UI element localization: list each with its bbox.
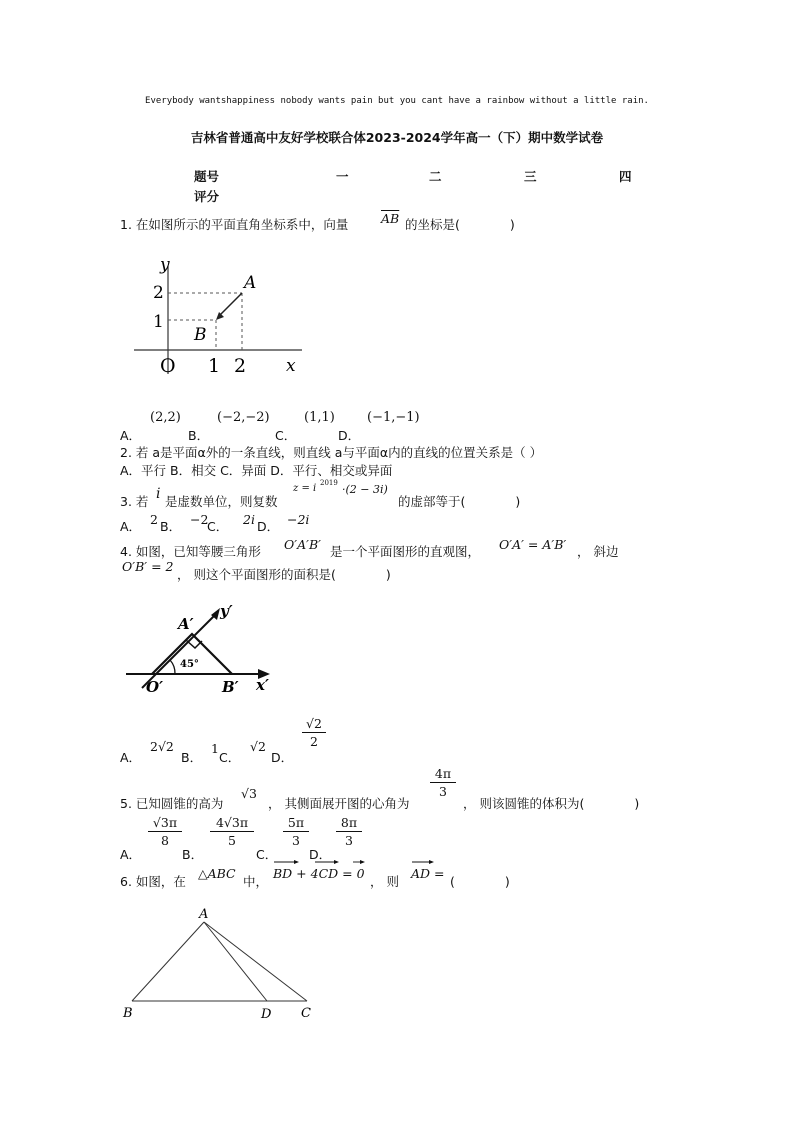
q4-fig-b: B′ (222, 678, 239, 696)
q4-option-a-value: 2√2 (150, 739, 174, 754)
q5-option-c-label: C． (256, 847, 278, 862)
q4-option-d-den: 2 (310, 734, 318, 749)
q4-fig-angle: 45° (180, 659, 199, 670)
q5-option-c-den: 3 (292, 833, 300, 848)
q1-vector: $\overline{AB}$ (381, 211, 400, 226)
q5-option-d-den: 3 (345, 833, 353, 848)
q3-exponent: 2019 (320, 479, 338, 487)
q1-stem-pre: 1. 在如图所示的平面直角坐标系中，向量 (120, 217, 349, 232)
q6-fig-a: A (199, 907, 209, 922)
q4-eq: O′A′ = A′B′ (499, 537, 567, 552)
q4-eq2: O′B′ = 2 (122, 559, 174, 574)
q5-angle-fraction (430, 766, 456, 799)
q5-option-d-fraction (336, 815, 362, 848)
q5-option-a-den: 8 (161, 833, 169, 848)
q6-stem-pre: 6. 如图，在 (120, 874, 186, 889)
q4-triangle: O′A′B′ (284, 537, 321, 552)
q1-fig-origin: O (160, 355, 176, 377)
q4-fig-o: O′ (146, 678, 164, 696)
q6-fig-d: D (261, 1007, 272, 1022)
q6-segment-ad (204, 922, 267, 1001)
q4-option-d-fraction (302, 716, 326, 749)
q1-fig-x: x (286, 356, 296, 376)
q4-option-c-value: √2 (250, 739, 266, 754)
q6-eq: BD + 4CD = 0 (273, 866, 365, 881)
q4-stem-end: ， 斜边 (577, 544, 619, 559)
score-col-1: 一 (336, 169, 349, 184)
q1-stem-post: 的坐标是( ) (405, 217, 515, 232)
q4-stem-pre: 4. 如图，已知等腰三角形 (120, 544, 261, 559)
q1-option-c-value: (1,1) (304, 410, 335, 425)
q6-eq-vector-arrows (273, 858, 369, 868)
q3-option-a-value: 2 (150, 512, 158, 527)
q4-option-a-label: A． (120, 750, 142, 765)
q5-option-c-fraction (283, 815, 309, 848)
q1-fig-tick-y1: 1 (153, 312, 164, 332)
page-title: 吉林省普通高中友好学校联合体2023-2024学年高一（下）期中数学试卷 (190, 130, 604, 145)
q3-option-b-label: B． (160, 519, 182, 534)
q1-fig-b: B (194, 325, 207, 345)
q1-option-a-label: A． (120, 428, 142, 443)
q1-option-c-label: C． (275, 428, 297, 443)
q4-stem-mid: 是一个平面图形的直观图， (330, 544, 481, 559)
q1-option-d-value: (−1,−1) (367, 410, 420, 425)
q4-option-d-num: √2 (306, 716, 322, 731)
q1-option-b-label: B． (188, 428, 210, 443)
score-col-2: 二 (429, 169, 442, 184)
q5-angle-den: 3 (439, 784, 447, 799)
q5-stem-mid: ， 其侧面展开图的心角为 (268, 796, 410, 811)
q3-option-c-value: 2i (243, 512, 255, 527)
q6-side-ac (204, 922, 307, 1001)
q4-fig-a: A′ (178, 615, 194, 633)
q6-triangle: △ABC (198, 866, 236, 881)
q4-option-c-label: C． (219, 750, 241, 765)
q6-fig-b: B (123, 1006, 133, 1021)
q6-stem-mid: 中， (243, 874, 269, 889)
q5-option-a-fraction (148, 815, 182, 848)
q3-option-d-label: D． (257, 519, 280, 534)
q3-option-a-label: A． (120, 519, 142, 534)
q4-option-b-value: 1 (211, 741, 219, 756)
q1-option-b-value: (−2,−2) (217, 410, 270, 425)
score-col-label: 题号 (194, 169, 220, 184)
q6-stem-mid2: ， 则 (370, 874, 399, 889)
q3-stem-mid: 是虚数单位，则复数 (165, 494, 278, 509)
q1-fig-y: y (160, 255, 170, 275)
q3-i: i (156, 486, 161, 502)
q1-option-a-value: (2,2) (150, 410, 181, 425)
q1-fig-tick-x1: 1 (208, 355, 221, 377)
q3-expr2: ·(2 − 3i) (342, 483, 388, 496)
q4-stem-post: ， 则这个平面图形的面积是( ) (177, 567, 391, 582)
q5-option-d-num: 8π (340, 815, 358, 830)
q2-options: A．平行 B．相交 C．异面 D．平行、相交或异面 (120, 463, 393, 478)
q5-stem-pre: 5. 已知圆锥的高为 (120, 796, 224, 811)
q1-figure (130, 250, 310, 380)
q5-stem-post: ， 则该圆锥的体积为( ) (463, 796, 640, 811)
q5-option-b-den: 5 (228, 833, 236, 848)
q3-stem-post: 的虚部等于( ) (398, 494, 521, 509)
q3-stem-pre: 3. 若 (120, 494, 149, 509)
q4-option-b-label: B． (181, 750, 203, 765)
q1-fig-tick-y2: 2 (153, 283, 164, 303)
q4-fig-x: x′ (256, 676, 269, 694)
q5-height: √3 (241, 786, 257, 801)
q5-option-a-label: A． (120, 847, 142, 862)
q6-figure (115, 905, 330, 1025)
q5-option-c-num: 5π (287, 815, 305, 830)
q5-option-a-num: √3π (152, 815, 178, 830)
q5-option-b-num: 4√3π (215, 815, 249, 830)
q6-stem-post: ( ) (450, 874, 510, 889)
q3-expr: z = i (293, 483, 317, 494)
q2-stem: 2. 若 a是平面α外的一条直线，则直线 a与平面α内的直线的位置关系是（ ） (120, 445, 543, 460)
q6-fig-c: C (301, 1006, 311, 1021)
q6-side-ab (132, 922, 204, 1001)
q3-option-b-value: −2 (190, 512, 209, 527)
q3-option-c-label: C． (207, 519, 229, 534)
q6-ad: AD = (411, 866, 445, 881)
q1-option-d-label: D． (338, 428, 361, 443)
motto-line: Everybody wantshappiness nobody wants pain but you cant have a rainbow without a little rain. (145, 96, 649, 106)
q5-option-d-label: D． (309, 847, 332, 862)
score-col-4: 四 (619, 169, 632, 184)
q1-vector-line (218, 293, 242, 317)
q5-angle-num: 4π (434, 766, 452, 781)
q4-fig-y: y′ (220, 602, 233, 620)
q1-fig-a: A (244, 273, 257, 293)
q6-ad-vector-arrow (411, 858, 437, 868)
score-row-label: 评分 (194, 189, 220, 204)
q5-option-b-label: B． (182, 847, 204, 862)
q4-option-d-label: D． (271, 750, 294, 765)
q1-fig-tick-x2: 2 (234, 355, 247, 377)
q3-option-d-value: −2i (287, 512, 310, 527)
score-col-3: 三 (524, 169, 537, 184)
q5-option-b-fraction (210, 815, 254, 848)
q4-figure (120, 598, 280, 698)
